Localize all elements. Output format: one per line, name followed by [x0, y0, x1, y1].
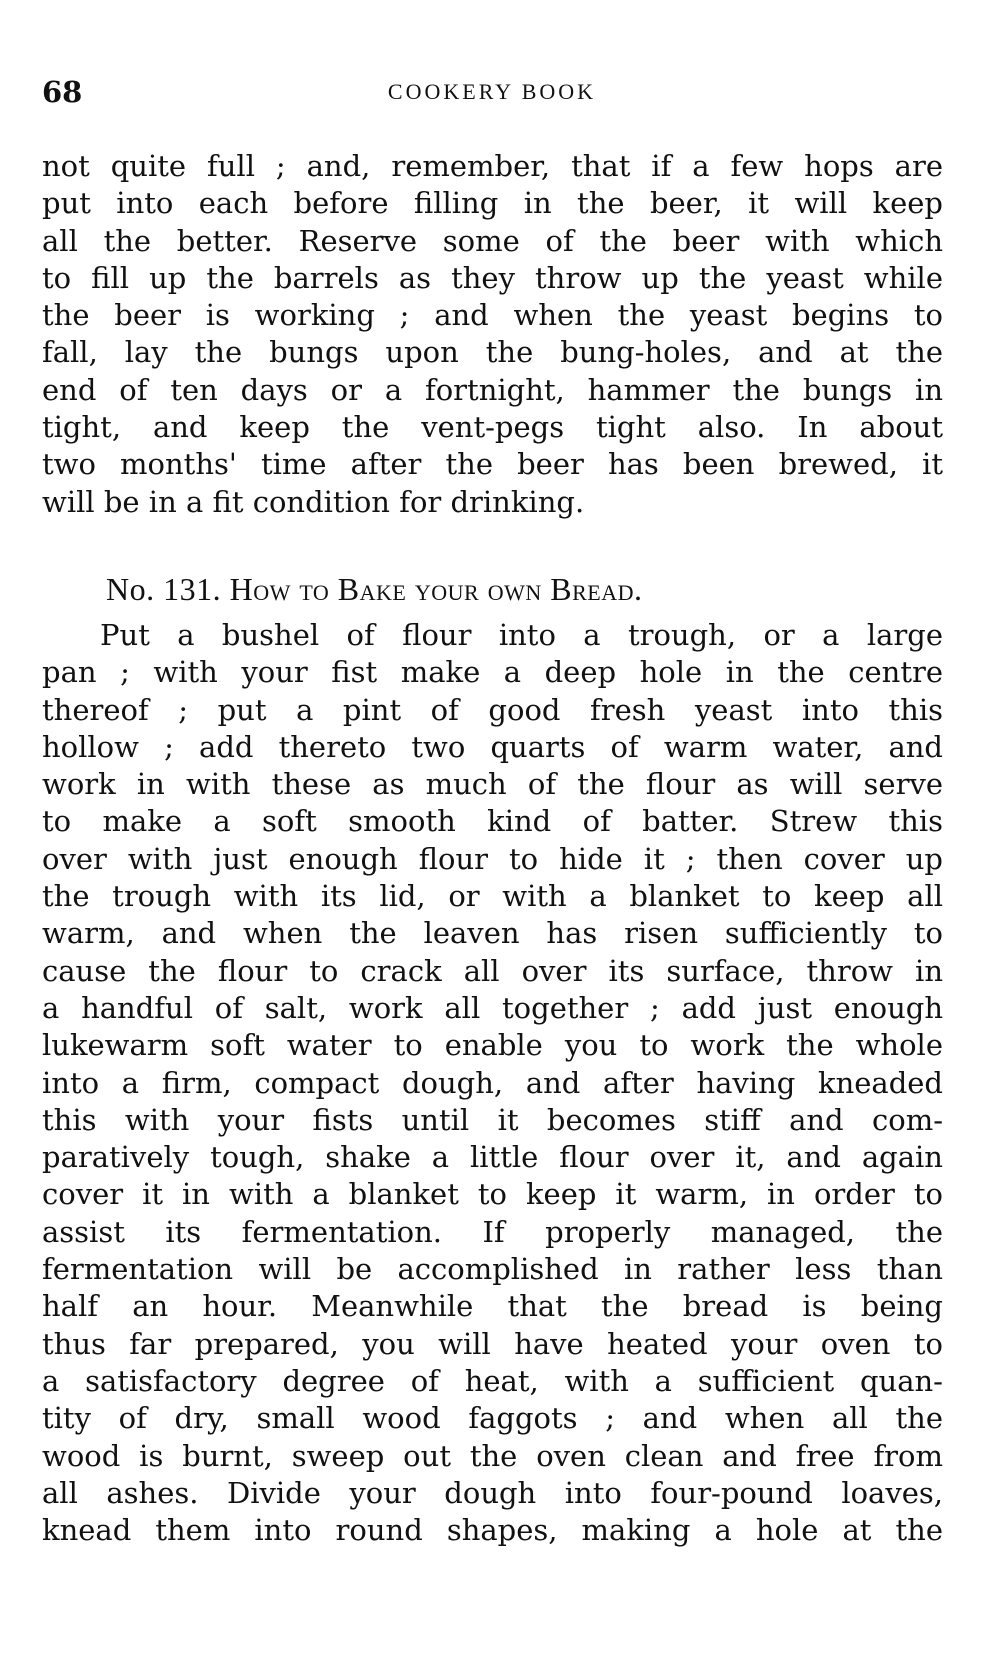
text-line: the beer is working ; and when the yeast begins to	[42, 298, 943, 333]
text-line: tity of dry, small wood faggots ; and when all the	[42, 1401, 943, 1436]
text-line: to make a soft smooth kind of batter. Strew this	[42, 804, 943, 839]
text-line: fall, lay the bungs upon the bung-holes, and at the	[42, 335, 943, 370]
text-line: hollow ; add thereto two quarts of warm water, and	[42, 729, 943, 764]
text-line: all the better. Reserve some of the beer with which	[42, 223, 943, 258]
text-line: thus far prepared, you will have heated your oven to	[42, 1326, 943, 1361]
text-line: lukewarm soft water to enable you to work the whole	[42, 1028, 943, 1063]
page-number: 68	[42, 75, 83, 109]
page-header	[42, 72, 942, 112]
section-title: How to Bake your own Bread.	[229, 571, 643, 607]
running-head: COOKERY BOOK	[387, 79, 597, 104]
text-line: pan ; with your fist make a deep hole in the centre	[42, 655, 943, 690]
text-line: a handful of salt, work all together ; add just enough	[42, 990, 943, 1025]
continued-paragraph	[42, 148, 943, 521]
text-line: all ashes. Divide your dough into four-pound loaves,	[42, 1475, 943, 1510]
text-line: to fill up the barrels as they throw up the yeast while	[42, 260, 943, 295]
text-line: this with your fists until it becomes stiff and com-	[42, 1102, 943, 1137]
text-line: not quite full ; and, remember, that if a few hops are	[42, 149, 943, 183]
section-paragraph	[42, 617, 943, 1549]
text-line: wood is burnt, sweep out the oven clean and free from	[42, 1438, 943, 1473]
text-line: half an hour. Meanwhile that the bread is being	[42, 1289, 943, 1324]
text-line: thereof ; put a pint of good fresh yeast into this	[42, 692, 943, 727]
text-line: tight, and keep the vent-pegs tight also. In about	[42, 410, 943, 445]
text-line: knead them into round shapes, making a hole at the	[42, 1513, 943, 1548]
text-line: cause the flour to crack all over its surface, throw in	[42, 953, 943, 988]
text-line: fermentation will be accomplished in rather less than	[42, 1252, 943, 1287]
text-line: work in with these as much of the flour as will serve	[42, 767, 943, 802]
section-number: No. 131.	[106, 571, 222, 607]
text-line: assist its fermentation. If properly managed, the	[42, 1214, 943, 1249]
text-line: will be in a fit condition for drinking.	[42, 484, 585, 519]
text-line: Put a bushel of flour into a trough, or a large	[100, 618, 943, 652]
text-line: cover it in with a blanket to keep it warm, in order to	[42, 1177, 943, 1212]
text-line: into a firm, compact dough, and after having kneaded	[42, 1065, 943, 1100]
text-line: a satisfactory degree of heat, with a sufficient quan-	[42, 1363, 943, 1398]
text-line: end of ten days or a fortnight, hammer the bungs in	[42, 372, 943, 407]
text-line: warm, and when the leaven has risen sufficiently to	[42, 916, 943, 951]
text-line: two months' time after the beer has been brewed, it	[42, 447, 943, 482]
text-line: over with just enough flour to hide it ; then cover up	[42, 841, 943, 876]
text-line: the trough with its lid, or with a blanket to keep all	[42, 879, 943, 914]
section-heading	[106, 569, 642, 609]
text-line: put into each before filling in the beer, it will keep	[42, 186, 943, 221]
text-line: paratively tough, shake a little flour over it, and again	[42, 1140, 943, 1175]
